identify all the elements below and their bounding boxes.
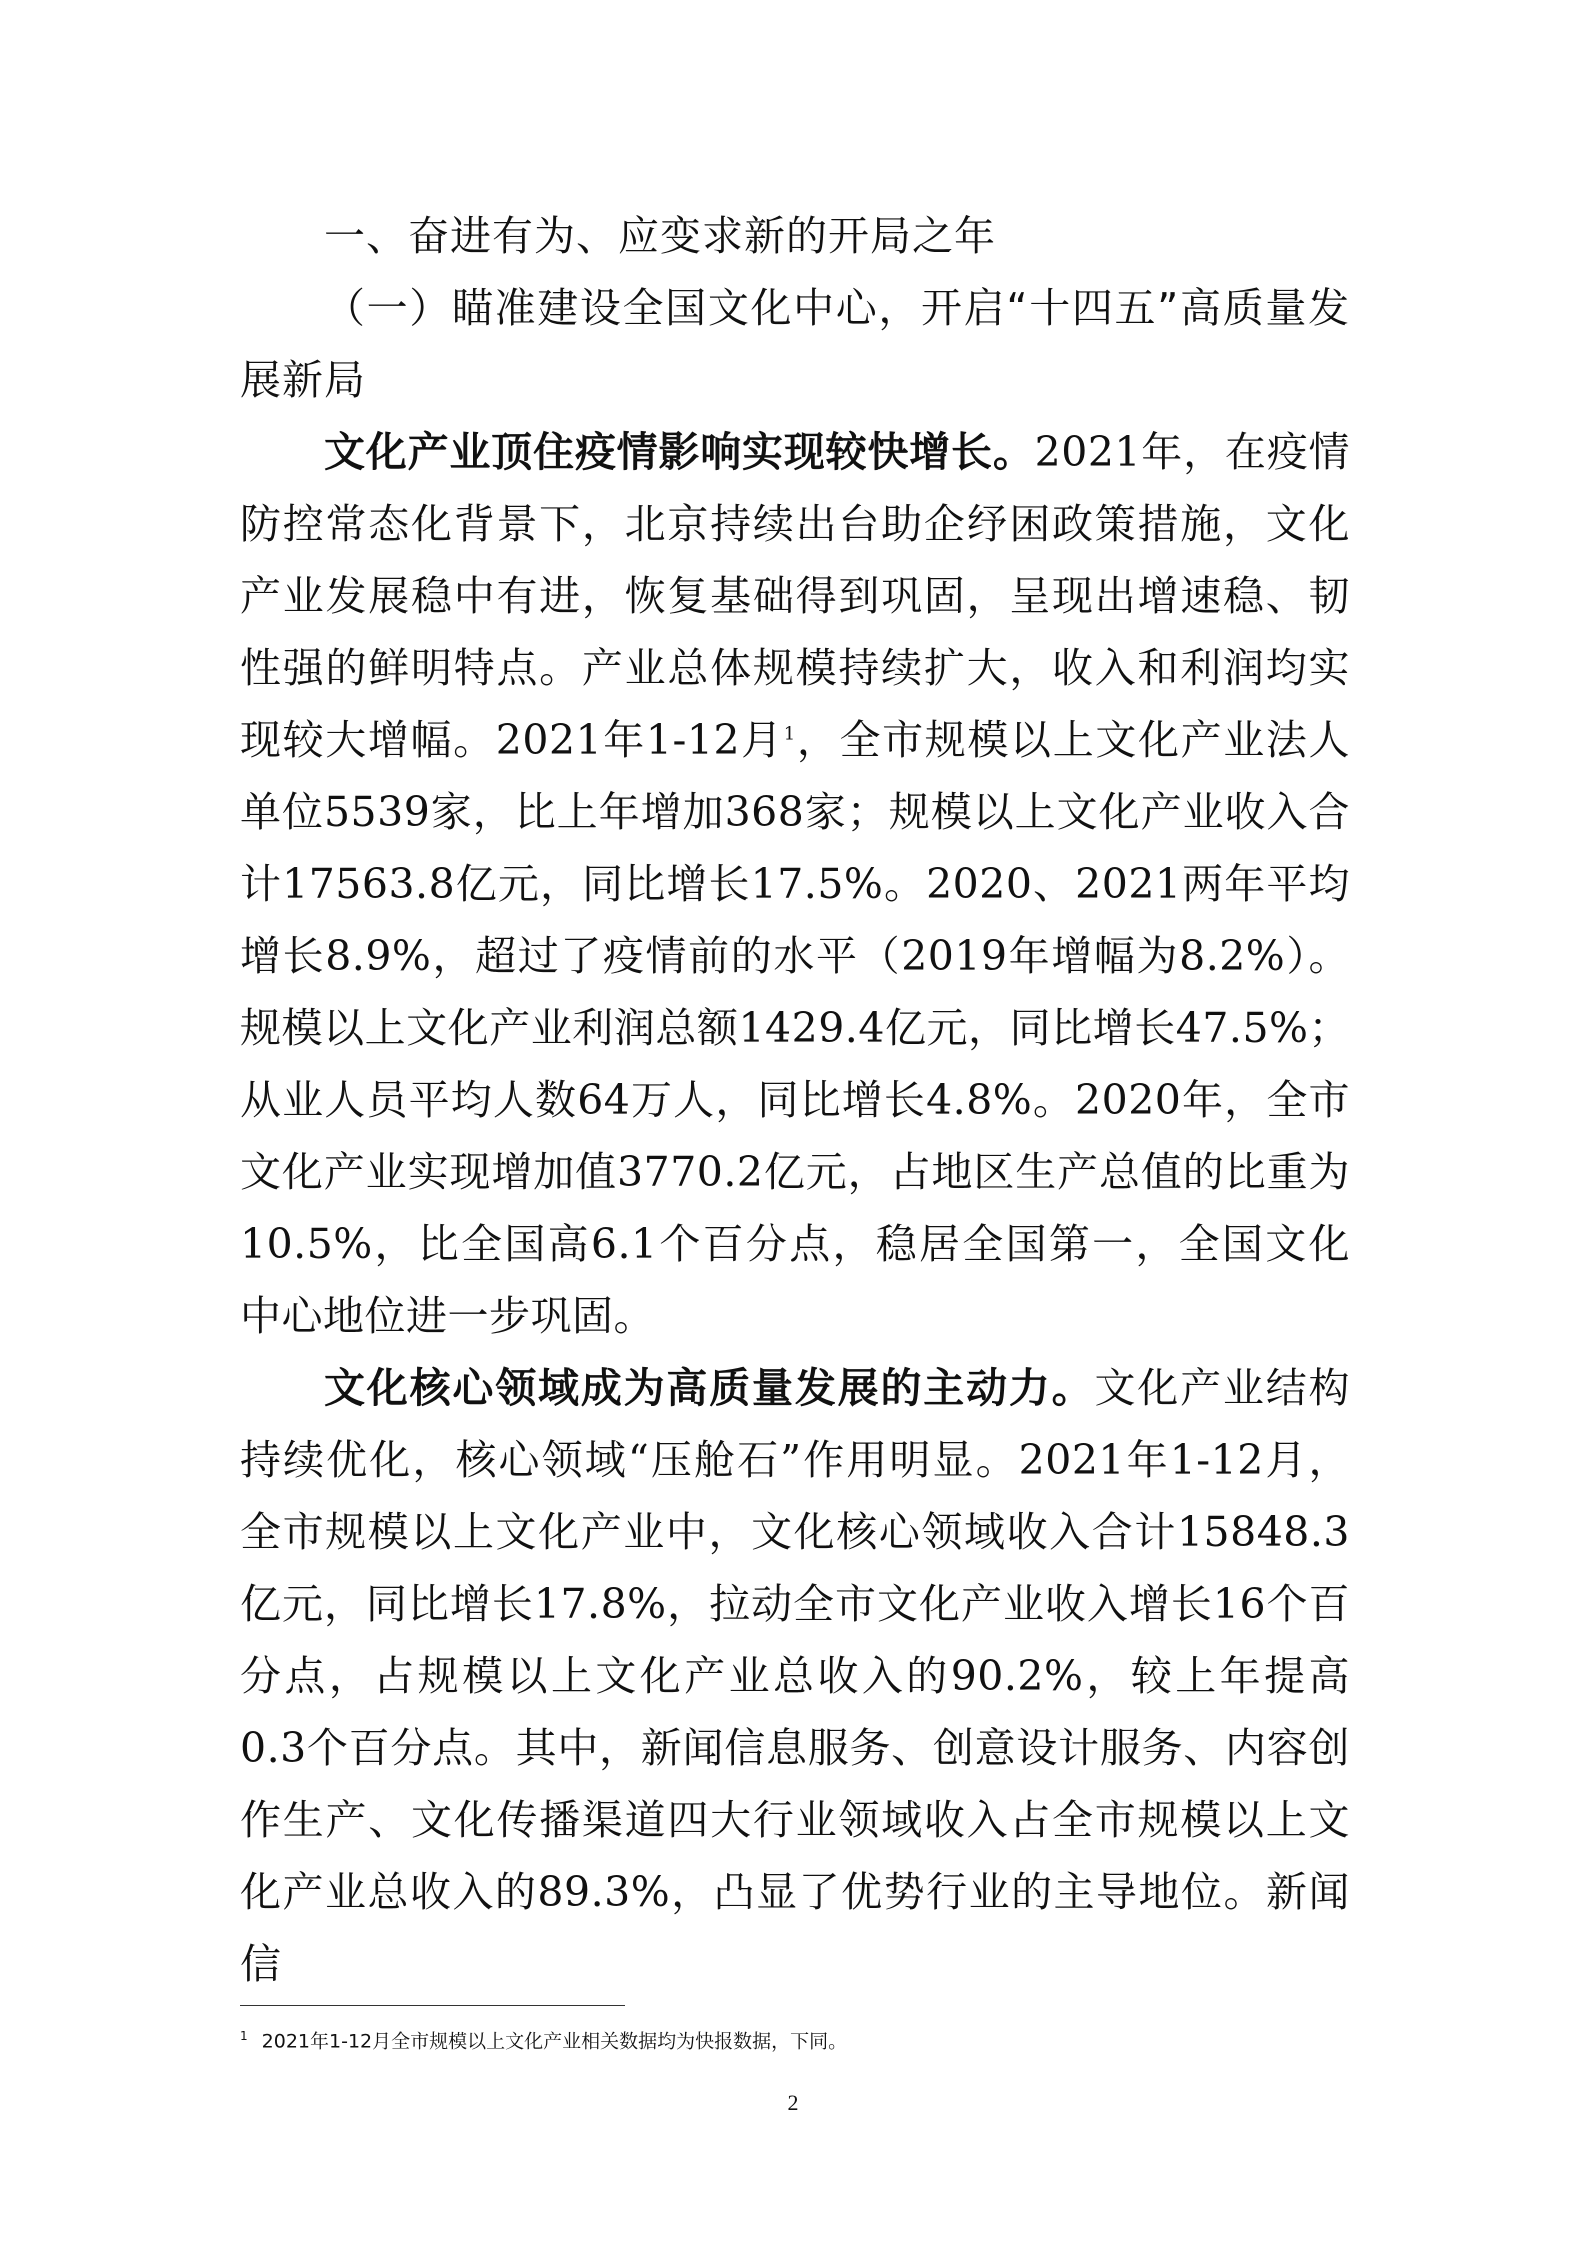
body-content [240, 200, 1350, 2000]
paragraph-lead: 文化核心领域成为高质量发展的主动力。 [324, 1364, 1095, 1412]
footnote-reference[interactable]: 1 [783, 723, 796, 745]
paragraph-text: 2021年，在疫情防控常态化背景下，北京持续出台助企纾困政策措施，文化产业发展稳中有进，恢复基础得到巩固，呈现出增速稳、韧性强的鲜明特点。产业总体规模持续扩大，收入和利润均实现较大增幅。2021年1-12月 [240, 428, 1351, 764]
paragraph-industry-growth [240, 416, 1350, 1352]
footnote [240, 2022, 1340, 2055]
footnote-divider [240, 2005, 625, 2006]
page-number: 2 [787, 2090, 799, 2115]
footnote-text: 2021年1-12月全市规模以上文化产业相关数据均为快报数据，下同。 [261, 2030, 848, 2053]
paragraph-text: ，全市规模以上文化产业法人单位5539家，比上年增加368家；规模以上文化产业收入合计17563.8亿元，同比增长17.5%。2020、2021两年平均增长8.9%，超过了疫情前的水平（2019年增幅为8.2%）。规模以上文化产业利润总额1429.4亿元，同比增长47.5%；从业人员平均人数64万人，同比增长4.8%。2020年，全市文化产业实现增加值3770.2亿元，占地区生产总值的比重为10.5%，比全国高6.1个百分点，稳居全国第一，全国文化中心地位进一步巩固。 [240, 716, 1350, 1340]
paragraph-lead: 文化产业顶住疫情影响实现较快增长。 [324, 428, 1035, 476]
subsection-heading: （一）瞄准建设全国文化中心，开启“十四五”高质量发展新局 [240, 284, 1350, 404]
section-heading: 一、奋进有为、应变求新的开局之年 [324, 212, 996, 260]
paragraph-core-domain [240, 1352, 1350, 2000]
paragraph-text: 文化产业结构持续优化，核心领域“压舱石”作用明显。2021年1-12月，全市规模以上文化产业中，文化核心领域收入合计15848.3亿元，同比增长17.8%，拉动全市文化产业收入增长16个百分点，占规模以上文化产业总收入的90.2%，较上年提高0.3个百分点。其中，新闻信息服务、创意设计服务、内容创作生产、文化传播渠道四大行业领域收入占全市规模以上文化产业总收入的89.3%，凸显了优势行业的主导地位。新闻信 [240, 1364, 1351, 1988]
footnote-mark: 1 [240, 2029, 248, 2043]
